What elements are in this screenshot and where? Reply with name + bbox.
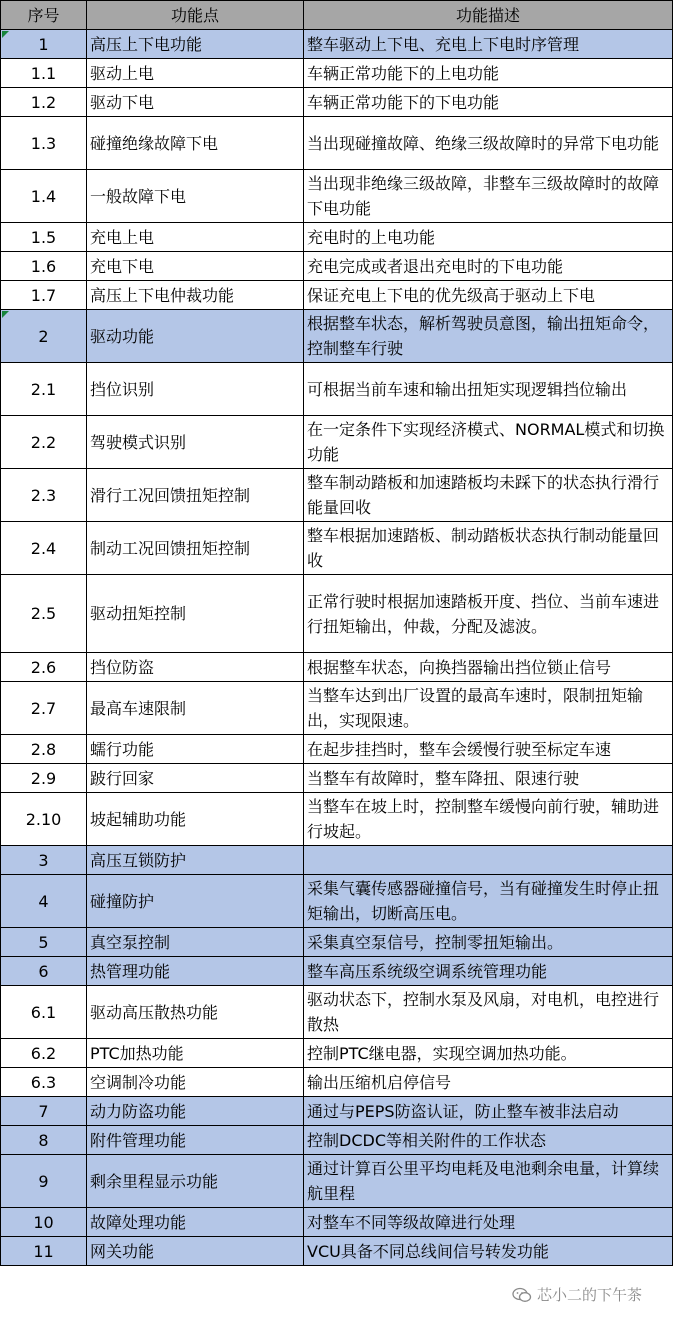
row-no: 2.6 [1, 653, 87, 682]
header-no: 序号 [1, 1, 87, 30]
row-desc: 根据整车状态，解析驾驶员意图，输出扭矩命令，控制整车行驶 [304, 310, 673, 363]
table-row [1, 416, 673, 469]
header-row [1, 1, 673, 30]
row-point: 驱动上电 [87, 59, 304, 88]
cell-comment-marker [2, 31, 9, 38]
row-desc: 当整车在坡上时，控制整车缓慢向前行驶，辅助进行坡起。 [304, 793, 673, 846]
row-desc: 当整车有故障时，整车降扭、限速行驶 [304, 764, 673, 793]
table-row [1, 846, 673, 875]
table-row [1, 363, 673, 416]
row-no: 2.7 [1, 682, 87, 735]
table-row [1, 1126, 673, 1155]
row-point: 充电下电 [87, 252, 304, 281]
row-point: 高压上下电仲裁功能 [87, 281, 304, 310]
row-no: 1 [1, 30, 87, 59]
row-point: 动力防盗功能 [87, 1097, 304, 1126]
row-point: 跛行回家 [87, 764, 304, 793]
row-desc: 整车驱动上下电、充电上下电时序管理 [304, 30, 673, 59]
row-no: 1.1 [1, 59, 87, 88]
table-row [1, 957, 673, 986]
row-desc: 充电时的上电功能 [304, 223, 673, 252]
row-no: 2.8 [1, 735, 87, 764]
table-row [1, 469, 673, 522]
row-desc: 通过与PEPS防盗认证，防止整车被非法启动 [304, 1097, 673, 1126]
row-desc: 充电完成或者退出充电时的下电功能 [304, 252, 673, 281]
table-row [1, 764, 673, 793]
row-point: 最高车速限制 [87, 682, 304, 735]
row-desc: 保证充电上下电的优先级高于驱动上下电 [304, 281, 673, 310]
row-point: 高压上下电功能 [87, 30, 304, 59]
row-point: 一般故障下电 [87, 170, 304, 223]
row-desc: 输出压缩机启停信号 [304, 1068, 673, 1097]
row-point: 挡位识别 [87, 363, 304, 416]
row-point: 热管理功能 [87, 957, 304, 986]
table-row [1, 986, 673, 1039]
row-point: 空调制冷功能 [87, 1068, 304, 1097]
watermark-text: 芯小二的下午茶 [537, 1286, 643, 1304]
table-row [1, 522, 673, 575]
row-point: 挡位防盗 [87, 653, 304, 682]
row-desc: 采集真空泵信号，控制零扭矩输出。 [304, 928, 673, 957]
row-no: 1.3 [1, 117, 87, 170]
row-no: 9 [1, 1155, 87, 1208]
row-desc: 在一定条件下实现经济模式、NORMAL模式和切换功能 [304, 416, 673, 469]
table-row [1, 653, 673, 682]
row-point: 故障处理功能 [87, 1208, 304, 1237]
row-desc: 正常行驶时根据加速踏板开度、挡位、当前车速进行扭矩输出，仲裁，分配及滤波。 [304, 575, 673, 653]
row-no: 6.3 [1, 1068, 87, 1097]
cell-comment-marker [2, 311, 9, 318]
row-no: 4 [1, 875, 87, 928]
row-desc: 当整车达到出厂设置的最高车速时，限制扭矩输出，实现限速。 [304, 682, 673, 735]
table-row [1, 223, 673, 252]
row-point: 附件管理功能 [87, 1126, 304, 1155]
row-desc: 根据整车状态，向换挡器输出挡位锁止信号 [304, 653, 673, 682]
row-desc: 当出现非绝缘三级故障，非整车三级故障时的故障下电功能 [304, 170, 673, 223]
row-desc: 车辆正常功能下的上电功能 [304, 59, 673, 88]
row-point: 碰撞防护 [87, 875, 304, 928]
table-row [1, 1097, 673, 1126]
table-row [1, 735, 673, 764]
table-row [1, 117, 673, 170]
row-desc: 整车根据加速踏板、制动踏板状态执行制动能量回收 [304, 522, 673, 575]
row-point: 碰撞绝缘故障下电 [87, 117, 304, 170]
row-desc: 整车制动踏板和加速踏板均未踩下的状态执行滑行能量回收 [304, 469, 673, 522]
row-point: 驾驶模式识别 [87, 416, 304, 469]
row-point: 驱动功能 [87, 310, 304, 363]
row-no: 11 [1, 1237, 87, 1266]
row-no: 2.1 [1, 363, 87, 416]
row-no: 1.4 [1, 170, 87, 223]
row-point: PTC加热功能 [87, 1039, 304, 1068]
table-row [1, 1039, 673, 1068]
row-no: 3 [1, 846, 87, 875]
table-row [1, 170, 673, 223]
table-row [1, 928, 673, 957]
row-no: 2.9 [1, 764, 87, 793]
row-point: 充电上电 [87, 223, 304, 252]
row-point: 真空泵控制 [87, 928, 304, 957]
wechat-icon [512, 1287, 532, 1303]
row-no: 1.5 [1, 223, 87, 252]
row-desc: 在起步挂挡时，整车会缓慢行驶至标定车速 [304, 735, 673, 764]
table-row [1, 1208, 673, 1237]
table-row [1, 793, 673, 846]
table-row [1, 1068, 673, 1097]
row-desc: 控制PTC继电器，实现空调加热功能。 [304, 1039, 673, 1068]
row-desc: VCU具备不同总线间信号转发功能 [304, 1237, 673, 1266]
row-desc: 对整车不同等级故障进行处理 [304, 1208, 673, 1237]
row-no: 1.6 [1, 252, 87, 281]
table-row [1, 281, 673, 310]
row-no: 6.1 [1, 986, 87, 1039]
row-desc: 控制DCDC等相关附件的工作状态 [304, 1126, 673, 1155]
table-row [1, 30, 673, 59]
row-point: 驱动高压散热功能 [87, 986, 304, 1039]
row-no: 1.7 [1, 281, 87, 310]
row-point: 驱动下电 [87, 88, 304, 117]
row-no: 2.3 [1, 469, 87, 522]
row-desc: 当出现碰撞故障、绝缘三级故障时的异常下电功能 [304, 117, 673, 170]
table-row [1, 310, 673, 363]
row-point: 蠕行功能 [87, 735, 304, 764]
row-point: 高压互锁防护 [87, 846, 304, 875]
row-no: 7 [1, 1097, 87, 1126]
row-desc: 车辆正常功能下的下电功能 [304, 88, 673, 117]
table-row [1, 252, 673, 281]
table-body [1, 30, 673, 1266]
table-row [1, 575, 673, 653]
row-no: 10 [1, 1208, 87, 1237]
row-no: 2.10 [1, 793, 87, 846]
row-no: 2 [1, 310, 87, 363]
table-row [1, 875, 673, 928]
row-no: 2.4 [1, 522, 87, 575]
table-row [1, 1237, 673, 1266]
header-desc: 功能描述 [304, 1, 673, 30]
row-point: 制动工况回馈扭矩控制 [87, 522, 304, 575]
table-row [1, 682, 673, 735]
watermark [512, 1284, 642, 1305]
row-point: 滑行工况回馈扭矩控制 [87, 469, 304, 522]
row-no: 5 [1, 928, 87, 957]
row-desc: 整车高压系统级空调系统管理功能 [304, 957, 673, 986]
row-point: 剩余里程显示功能 [87, 1155, 304, 1208]
row-point: 网关功能 [87, 1237, 304, 1266]
row-no: 6 [1, 957, 87, 986]
row-point: 驱动扭矩控制 [87, 575, 304, 653]
table-row [1, 88, 673, 117]
table-row [1, 1155, 673, 1208]
row-desc: 可根据当前车速和输出扭矩实现逻辑挡位输出 [304, 363, 673, 416]
row-no: 2.2 [1, 416, 87, 469]
row-desc [304, 846, 673, 875]
row-point: 坡起辅助功能 [87, 793, 304, 846]
row-desc: 通过计算百公里平均电耗及电池剩余电量，计算续航里程 [304, 1155, 673, 1208]
table-row [1, 59, 673, 88]
row-no: 6.2 [1, 1039, 87, 1068]
row-desc: 采集气囊传感器碰撞信号，当有碰撞发生时停止扭矩输出，切断高压电。 [304, 875, 673, 928]
row-no: 2.5 [1, 575, 87, 653]
header-point: 功能点 [87, 1, 304, 30]
row-no: 1.2 [1, 88, 87, 117]
row-desc: 驱动状态下，控制水泵及风扇，对电机，电控进行散热 [304, 986, 673, 1039]
row-no: 8 [1, 1126, 87, 1155]
